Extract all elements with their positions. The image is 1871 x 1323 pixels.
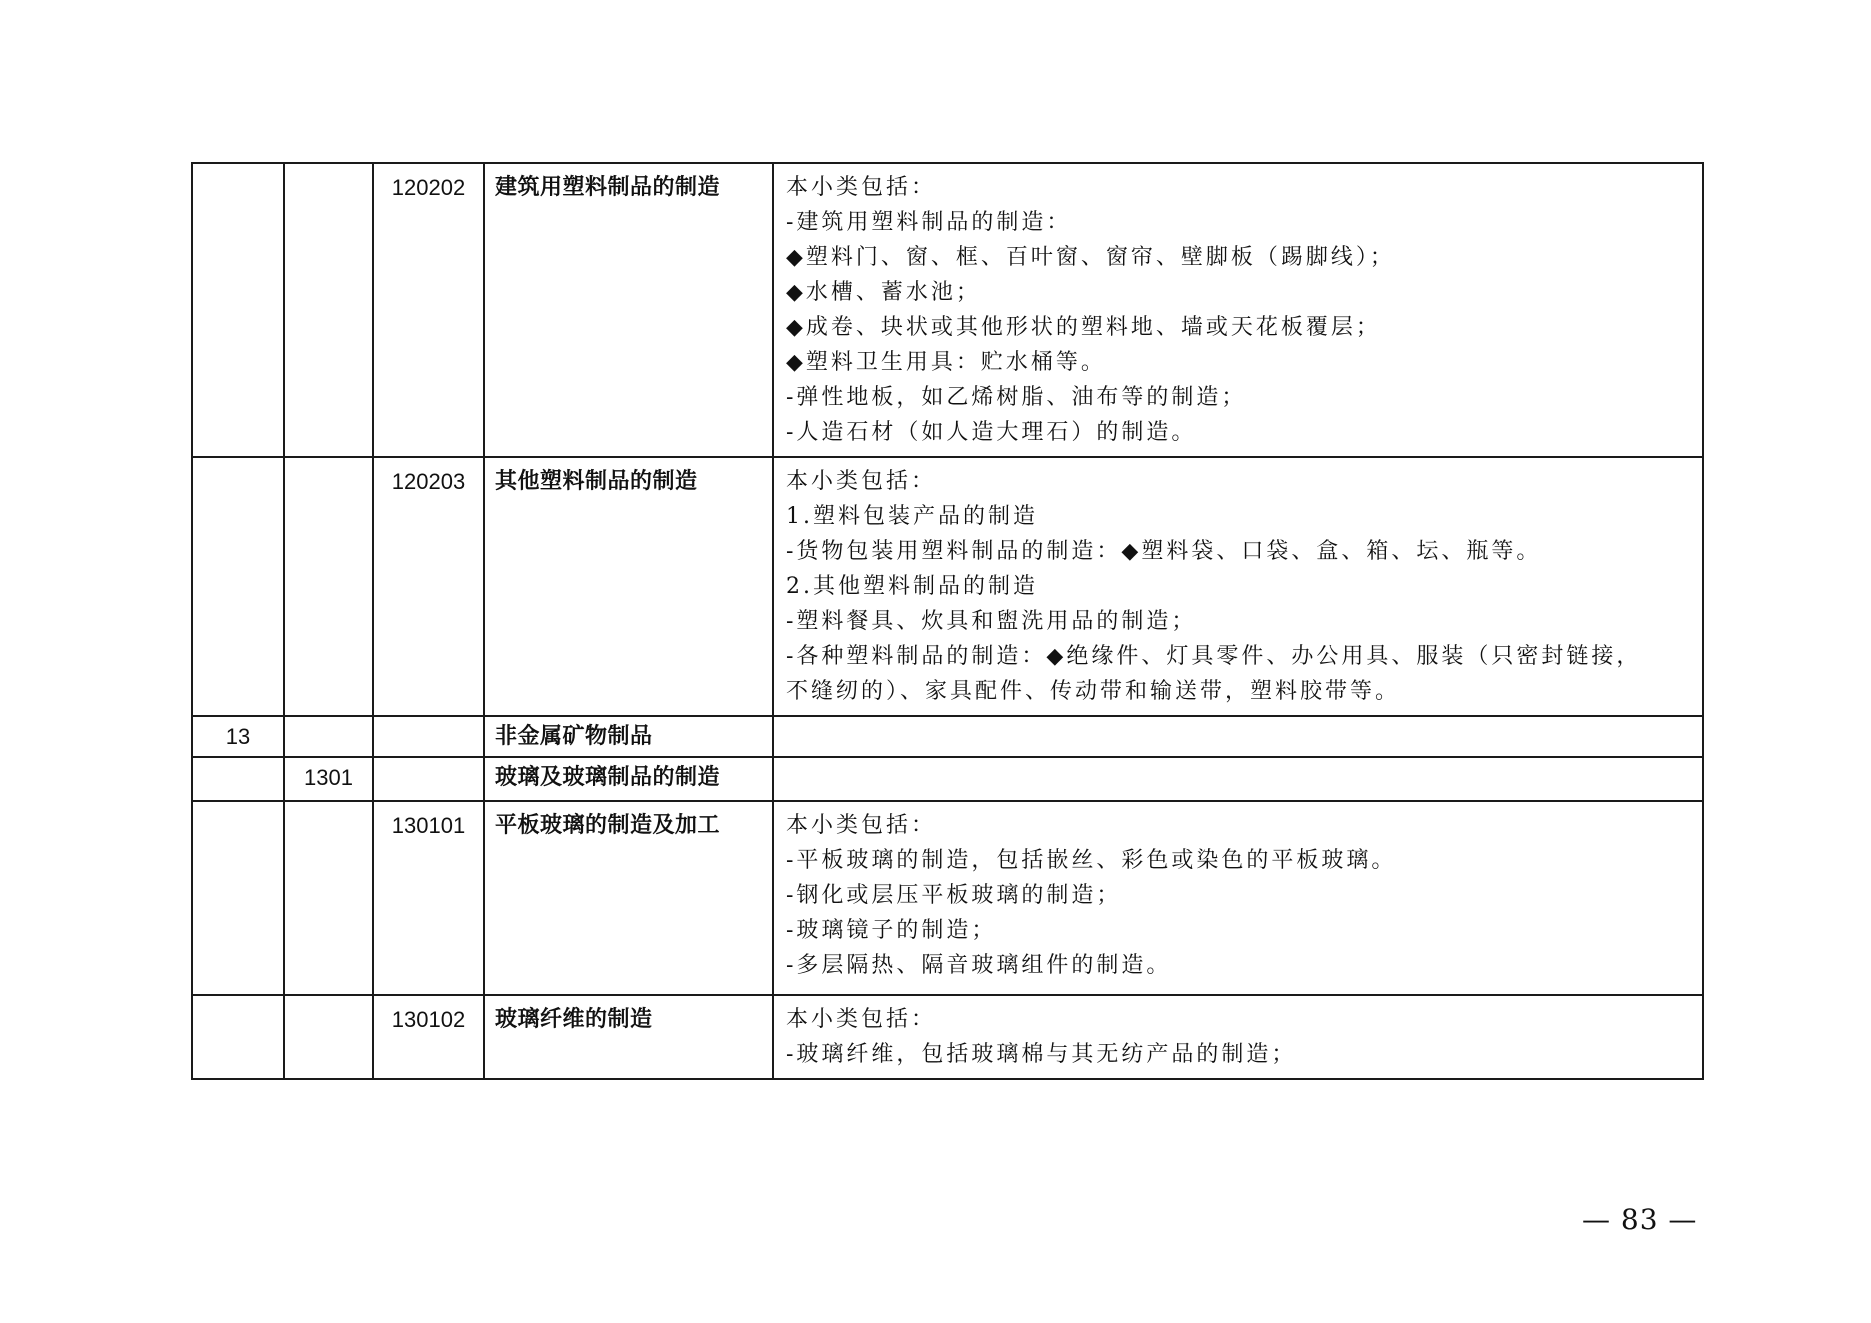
- description-line: 本小类包括：: [786, 1007, 937, 1032]
- class-code-cell: 120202: [373, 163, 484, 457]
- description-line: -货物包装用塑料制品的制造：◆塑料袋、口袋、盒、箱、坛、瓶等。: [786, 539, 1542, 564]
- description-line: ◆水槽、蓄水池；: [786, 280, 981, 305]
- page-number: — 83 —: [1582, 1203, 1698, 1236]
- class-code-cell: 120203: [373, 457, 484, 716]
- division-code-cell: 13: [192, 716, 284, 757]
- category-name-cell: 平板玻璃的制造及加工: [484, 801, 773, 995]
- group-code-cell: [284, 801, 373, 995]
- category-name-cell: 其他塑料制品的制造: [484, 457, 773, 716]
- group-code-cell: [284, 163, 373, 457]
- class-code-cell: [373, 716, 484, 757]
- division-code-cell: [192, 457, 284, 716]
- table-row: [192, 995, 1703, 1079]
- classification-table: [191, 162, 1704, 1080]
- division-code-cell: [192, 801, 284, 995]
- table-row: [192, 457, 1703, 716]
- description-line: 本小类包括：: [786, 469, 937, 494]
- description-line: -钢化或层压平板玻璃的制造；: [786, 883, 1122, 908]
- group-code-cell: [284, 457, 373, 716]
- division-code-cell: [192, 163, 284, 457]
- description-cell: [773, 801, 1703, 995]
- description-line: 本小类包括：: [786, 813, 937, 838]
- class-code-cell: 130102: [373, 995, 484, 1079]
- description-line: ◆塑料门、窗、框、百叶窗、窗帘、壁脚板（踢脚线）；: [786, 245, 1395, 270]
- division-code-cell: [192, 757, 284, 801]
- group-code-cell: 1301: [284, 757, 373, 801]
- category-name-cell: 玻璃及玻璃制品的制造: [484, 757, 773, 801]
- description-cell: [773, 716, 1703, 757]
- category-name-cell: 建筑用塑料制品的制造: [484, 163, 773, 457]
- description-cell: [773, 995, 1703, 1079]
- table-row: [192, 757, 1703, 801]
- category-name-cell: 非金属矿物制品: [484, 716, 773, 757]
- class-code-cell: 130101: [373, 801, 484, 995]
- table-row: [192, 163, 1703, 457]
- description-line: -塑料餐具、炊具和盥洗用品的制造；: [786, 609, 1197, 634]
- description-line: 1.塑料包装产品的制造: [786, 504, 1038, 529]
- description-line: 不缝纫的）、家具配件、传动带和输送带，塑料胶带等。: [786, 679, 1401, 704]
- description-cell: [773, 163, 1703, 457]
- description-line: -人造石材（如人造大理石）的制造。: [786, 420, 1197, 445]
- description-line: -弹性地板，如乙烯树脂、油布等的制造；: [786, 385, 1247, 410]
- description-line: -各种塑料制品的制造：◆绝缘件、灯具零件、办公用具、服装（只密封链接，: [786, 644, 1642, 669]
- table-row: [192, 716, 1703, 757]
- description-line: 本小类包括：: [786, 175, 937, 200]
- description-line: ◆成卷、块状或其他形状的塑料地、墙或天花板覆层；: [786, 315, 1381, 340]
- class-code-cell: [373, 757, 484, 801]
- description-line: ◆塑料卫生用具：贮水桶等。: [786, 350, 1106, 375]
- description-line: -建筑用塑料制品的制造：: [786, 210, 1072, 235]
- table-row: [192, 801, 1703, 995]
- description-line: 2.其他塑料制品的制造: [786, 574, 1038, 599]
- group-code-cell: [284, 995, 373, 1079]
- division-code-cell: [192, 995, 284, 1079]
- description-cell: [773, 757, 1703, 801]
- description-line: -玻璃镜子的制造；: [786, 918, 997, 943]
- category-name-cell: 玻璃纤维的制造: [484, 995, 773, 1079]
- group-code-cell: [284, 716, 373, 757]
- description-line: -多层隔热、隔音玻璃组件的制造。: [786, 953, 1172, 978]
- description-line: -平板玻璃的制造，包括嵌丝、彩色或染色的平板玻璃。: [786, 848, 1397, 873]
- description-cell: [773, 457, 1703, 716]
- description-line: -玻璃纤维，包括玻璃棉与其无纺产品的制造；: [786, 1042, 1297, 1067]
